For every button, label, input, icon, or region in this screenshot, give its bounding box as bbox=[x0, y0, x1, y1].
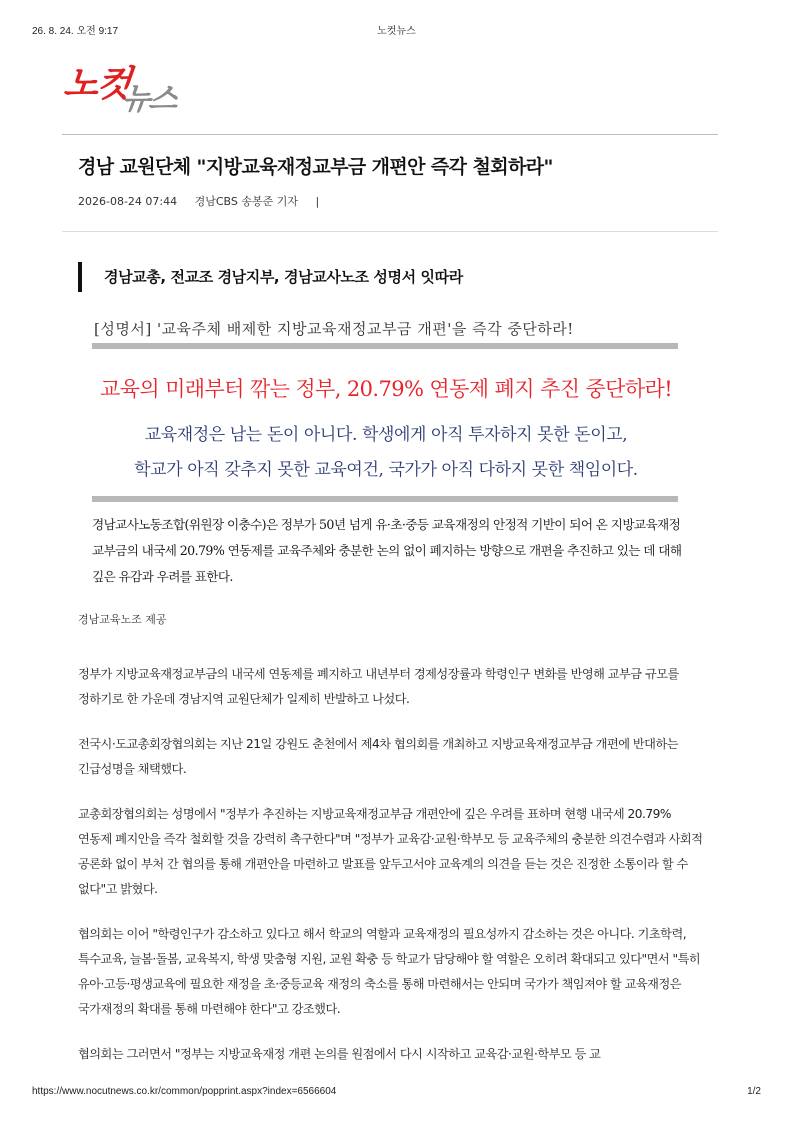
nocut-news-logo[interactable] bbox=[61, 56, 202, 117]
article-paragraph: 협의회는 그러면서 "정부는 지방교육재정 개편 논의를 원점에서 다시 시작하고 교육감·교원·학부모 등 교 bbox=[78, 1047, 601, 1061]
statement-divider-top bbox=[92, 343, 678, 349]
article-paragraph: 정부가 지방교육재정교부금의 내국세 연동제를 폐지하고 내년부터 경제성장률과 학령인구 변화를 반영해 교부금 규모를 정하기로 한 가운데 경남지역 교원단체가 일제히 반발하고 나섰다. bbox=[78, 667, 679, 706]
image-caption: 경남교육노조 제공 bbox=[78, 613, 167, 626]
article-meta bbox=[78, 193, 333, 209]
article-subhead: 경남교총, 전교조 경남지부, 경남교사노조 성명서 잇따라 bbox=[78, 262, 463, 292]
print-page-title: 노컷뉴스 bbox=[377, 26, 416, 37]
print-url: https://www.nocutnews.co.kr/common/popprint.aspx?index=6566604 bbox=[32, 1086, 337, 1097]
statement-image bbox=[84, 310, 688, 602]
byline-separator: | bbox=[315, 195, 320, 208]
article-datetime: 2026-08-24 07:44 bbox=[78, 195, 178, 208]
article-paragraph: 교총회장협의회는 성명에서 "정부가 추진하는 지방교육재정교부금 개편안에 깊은 우려를 표하며 현행 내국세 20.79% 연동제 폐지안을 즉각 철회할 것을 강력히 촉구한다"며 "정부가 교육감·교원·학부모 등 교육주체의 충분한 의견수렴과 사회적 공론화 없이 부처 간 협의를 통해 개편안을 마련하고 발표를 앞두고서야 교육계의 의견을 듣는 것은 진정한 소통이라 할 수 없다"고 밝혔다. bbox=[78, 807, 703, 896]
print-header bbox=[32, 22, 761, 36]
article-paragraph: 협의회는 이어 "학령인구가 감소하고 있다고 해서 학교의 역할과 교육재정의 필요성까지 감소하는 것은 아니다. 기초학력, 특수교육, 늘봄·돌봄, 교육복지, 학생 맞춤형 지원, 교원 확충 등 학교가 담당해야 할 역할은 오히려 확대되고 있다"면서 "특히 유아·고등·평생교육에 필요한 재정을 초·중등교육 재정의 축소를 통해 마련해서는 안되며 국가가 책임져야 할 교육재정은 국가재정의 확대를 통해 마련해야 한다"고 강조했다. bbox=[78, 927, 701, 1016]
statement-blue-line-2: 학교가 아직 갖추지 못한 교육여건, 국가가 아직 다하지 못한 책임이다. bbox=[134, 460, 638, 480]
print-footer bbox=[32, 1086, 761, 1100]
article-byline: 경남CBS 송봉준 기자 bbox=[194, 195, 299, 208]
logo-text-nocut: 노컷 bbox=[61, 64, 132, 105]
article-body bbox=[78, 662, 708, 1087]
print-date: 26. 8. 24. 오전 9:17 bbox=[32, 26, 119, 37]
logo-text-news: 뉴스 bbox=[119, 82, 178, 117]
statement-blue-line-1: 교육재정은 남는 돈이 아니다. 학생에게 아직 투자하지 못한 돈이고, bbox=[144, 425, 628, 445]
statement-title: [성명서] '교육주체 배제한 지방교육재정교부금 개편'을 즉각 중단하라! bbox=[94, 320, 574, 338]
divider bbox=[62, 134, 718, 135]
article-paragraph: 전국시·도교총회장협의회는 지난 21일 강원도 춘천에서 제4차 협의회를 개최하고 지방교육재정교부금 개편에 반대하는 긴급성명을 채택했다. bbox=[78, 737, 678, 776]
print-page-number: 1/2 bbox=[747, 1086, 761, 1097]
statement-divider-bottom bbox=[92, 496, 678, 502]
divider bbox=[62, 231, 718, 232]
statement-body: 경남교사노동조합(위원장 이충수)은 정부가 50년 넘게 유·초·중등 교육재정의 안정적 기반이 되어 온 지방교육재정교부금의 내국세 20.79% 연동제를 교육주체와 충분한 논의 없이 폐지하는 방향으로 개편을 추진하고 있는 데 대해 깊은 유감과 우려를 표한다. bbox=[92, 517, 682, 584]
article-headline: 경남 교원단체 "지방교육재정교부금 개편안 즉각 철회하라" bbox=[78, 156, 553, 178]
statement-red-headline: 교육의 미래부터 깎는 정부, 20.79% 연동제 폐지 추진 중단하라! bbox=[99, 377, 673, 401]
